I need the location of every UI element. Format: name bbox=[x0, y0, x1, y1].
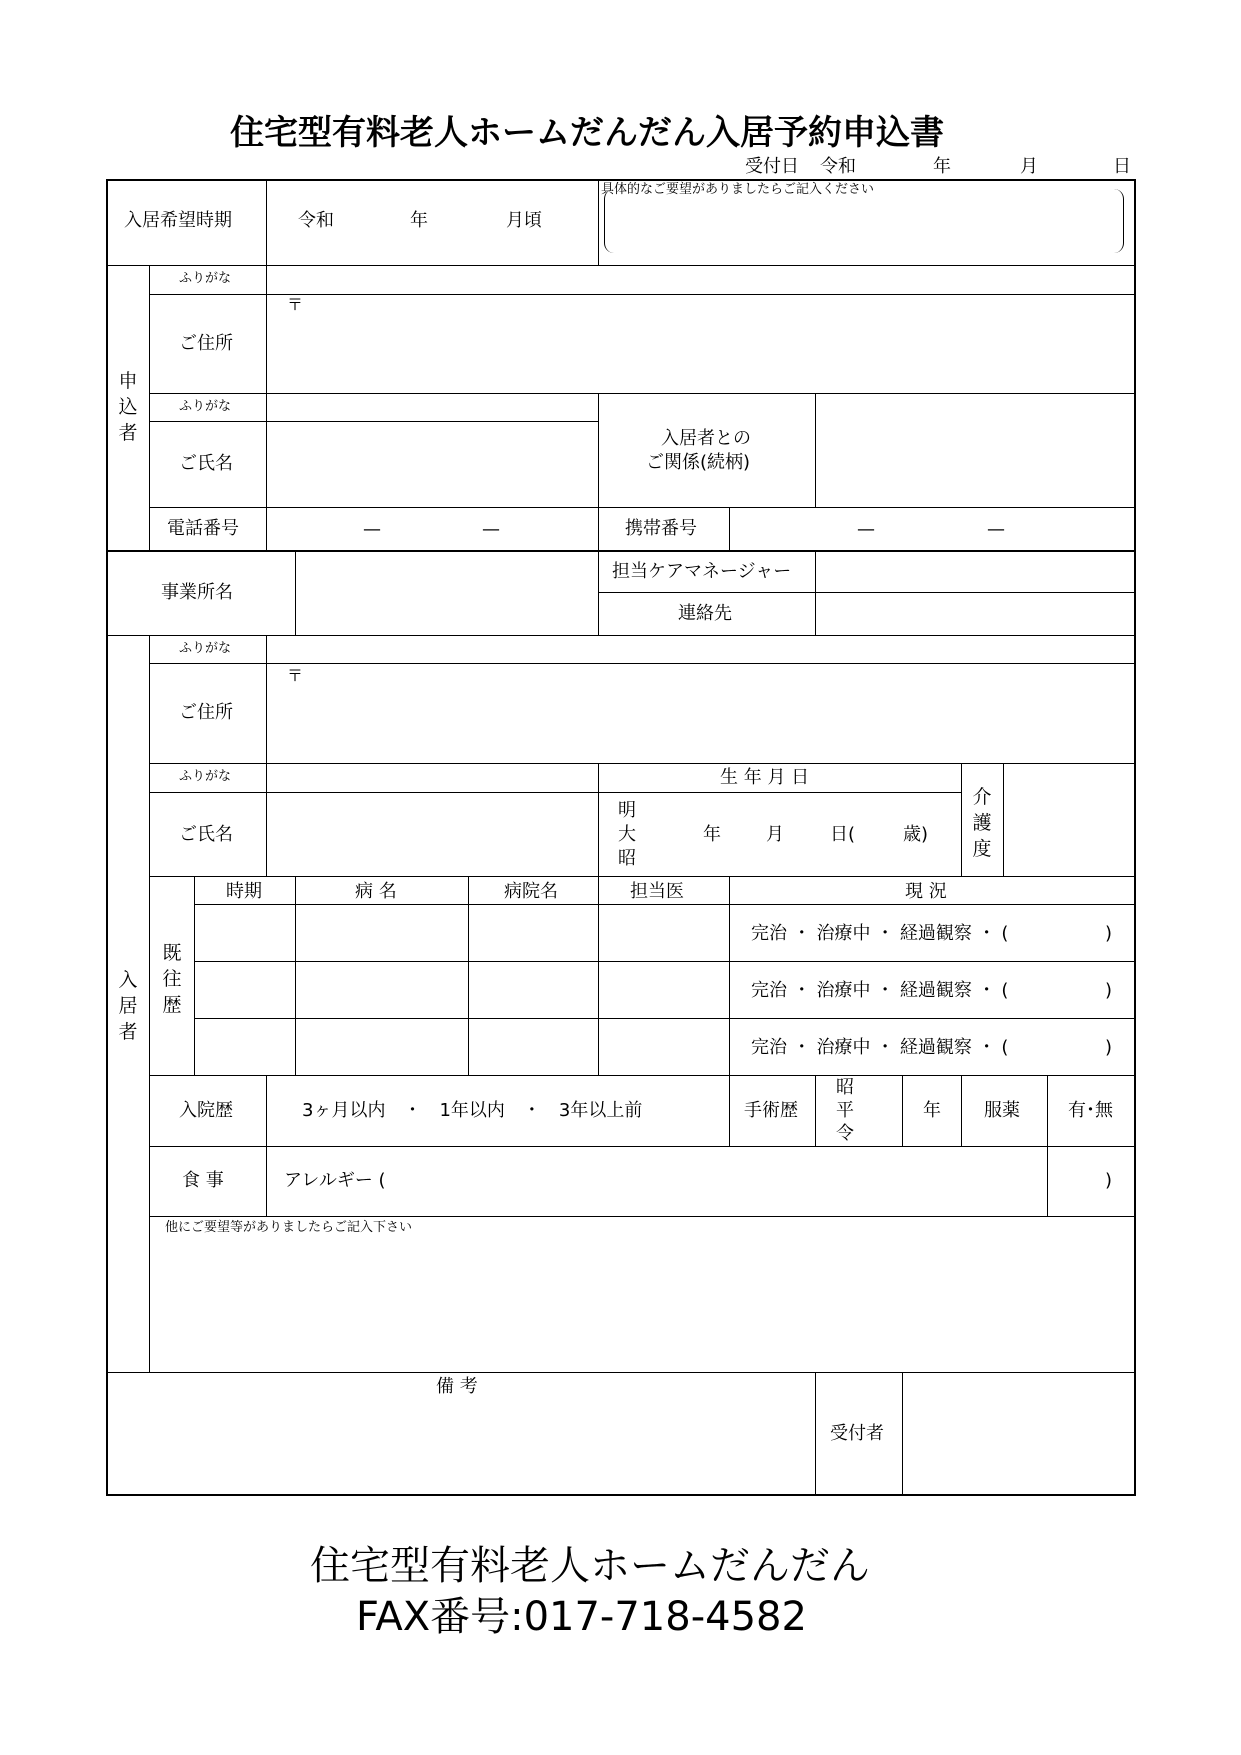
history-col-doctor: 担当医 bbox=[630, 881, 684, 902]
desired-time-input[interactable] bbox=[268, 181, 597, 265]
meal-label: 食 事 bbox=[182, 1170, 224, 1191]
applicant-name-furigana-input[interactable] bbox=[268, 394, 597, 420]
history-close-3: ) bbox=[1105, 1037, 1113, 1058]
allergy-input[interactable] bbox=[420, 1148, 1046, 1215]
birth-day: 日( bbox=[830, 824, 856, 845]
other-request-note: 他にご要望等がありましたらご記入下さい bbox=[165, 1220, 413, 1235]
office-name-label: 事業所名 bbox=[161, 582, 233, 603]
history-status-3[interactable]: 完治 ・ 治療中 ・ 経過観察 ・ ( bbox=[751, 1037, 1009, 1058]
resident-furigana-label: ふりがな bbox=[179, 641, 232, 656]
resident-address-label: ご住所 bbox=[179, 702, 233, 723]
era-taisho: 大 bbox=[618, 824, 636, 845]
surgery-year: 年 bbox=[923, 1100, 941, 1121]
history-close-1: ) bbox=[1105, 923, 1113, 944]
history-col-disease: 病 名 bbox=[355, 881, 397, 902]
resident-name-furigana-input[interactable] bbox=[268, 764, 597, 791]
birth-year: 年 bbox=[703, 824, 721, 845]
allergy-close: ) bbox=[1105, 1170, 1113, 1191]
age-label: 歳) bbox=[903, 824, 929, 845]
relation-input[interactable] bbox=[817, 394, 1134, 506]
request-note: 具体的なご要望がありましたらご記入ください bbox=[601, 182, 875, 197]
other-request-input[interactable] bbox=[151, 1238, 1134, 1371]
reception-day: 日 bbox=[1113, 156, 1131, 177]
footer-facility-name: 住宅型有料老人ホームだんだん bbox=[310, 1543, 870, 1589]
resident-section-label: 入居者 bbox=[118, 969, 138, 1043]
applicant-address-input[interactable] bbox=[268, 295, 1134, 392]
care-level-label: 介護度 bbox=[972, 786, 992, 860]
receiver-label: 受付者 bbox=[830, 1423, 884, 1444]
resident-name-input[interactable] bbox=[268, 793, 597, 875]
care-manager-input[interactable] bbox=[817, 552, 1134, 591]
request-bracket[interactable] bbox=[604, 189, 1124, 253]
reception-month: 月 bbox=[1020, 156, 1038, 177]
resident-name-label: ご氏名 bbox=[179, 824, 233, 845]
mobile-label: 携帯番号 bbox=[625, 518, 697, 539]
receiver-input[interactable] bbox=[904, 1374, 1134, 1493]
birth-month: 月 bbox=[766, 824, 784, 845]
phone-label: 電話番号 bbox=[167, 518, 239, 539]
mobile-dash-1: — bbox=[857, 519, 875, 540]
phone-input[interactable] bbox=[268, 508, 597, 550]
applicant-address-label: ご住所 bbox=[179, 333, 233, 354]
resident-name-furigana-label: ふりがな bbox=[179, 769, 232, 784]
relation-label-line1: 入居者との bbox=[661, 428, 751, 449]
remarks-label: 備 考 bbox=[436, 1376, 478, 1397]
surgery-era-showa: 昭 bbox=[836, 1077, 854, 1098]
phone-dash-1: — bbox=[363, 519, 381, 540]
resident-postal-mark: 〒 bbox=[287, 666, 304, 685]
applicant-name-label: ご氏名 bbox=[179, 453, 233, 474]
birthdate-label: 生 年 月 日 bbox=[720, 767, 810, 788]
reception-era: 令和 bbox=[820, 156, 856, 177]
office-name-input[interactable] bbox=[297, 552, 597, 634]
phone-dash-2: — bbox=[482, 519, 500, 540]
hospital-label: 入院歴 bbox=[179, 1100, 233, 1121]
mobile-dash-2: — bbox=[987, 519, 1005, 540]
applicant-name-furigana-label: ふりがな bbox=[179, 399, 232, 414]
applicant-postal-mark: 〒 bbox=[287, 295, 304, 314]
desired-era: 令和 bbox=[298, 210, 334, 231]
history-close-2: ) bbox=[1105, 980, 1113, 1001]
mobile-input[interactable] bbox=[731, 508, 1134, 550]
desired-time-label: 入居希望時期 bbox=[124, 210, 232, 231]
resident-furigana-input[interactable] bbox=[268, 636, 1134, 662]
contact-label: 連絡先 bbox=[678, 603, 732, 624]
era-showa: 昭 bbox=[618, 848, 636, 869]
surgery-era-reiwa: 令 bbox=[836, 1123, 854, 1144]
birthdate-input[interactable] bbox=[600, 793, 960, 875]
history-status-1[interactable]: 完治 ・ 治療中 ・ 経過観察 ・ ( bbox=[751, 923, 1009, 944]
desired-month: 月頃 bbox=[506, 210, 542, 231]
era-meiji: 明 bbox=[618, 800, 636, 821]
contact-input[interactable] bbox=[817, 593, 1134, 634]
remarks-input[interactable] bbox=[108, 1400, 814, 1493]
footer-fax-number: FAX番号:017-718-4582 bbox=[356, 1594, 807, 1640]
medication-yes-no[interactable]: 有･無 bbox=[1068, 1100, 1113, 1121]
history-status-2[interactable]: 完治 ・ 治療中 ・ 経過観察 ・ ( bbox=[751, 980, 1009, 1001]
applicant-furigana-input[interactable] bbox=[268, 266, 1134, 293]
reception-year: 年 bbox=[933, 156, 951, 177]
medication-label: 服薬 bbox=[984, 1100, 1020, 1121]
surgery-era-heisei: 平 bbox=[836, 1100, 854, 1121]
desired-year: 年 bbox=[410, 210, 428, 231]
surgery-label: 手術歴 bbox=[744, 1100, 798, 1121]
care-manager-label: 担当ケアマネージャー bbox=[612, 561, 792, 582]
applicant-section-label: 申込者 bbox=[118, 370, 138, 444]
care-level-input[interactable] bbox=[1005, 764, 1134, 875]
history-label: 既往歴 bbox=[162, 942, 182, 1016]
allergy-label: アレルギー ( bbox=[284, 1170, 386, 1191]
history-col-status: 現 況 bbox=[905, 881, 947, 902]
history-col-hospital: 病院名 bbox=[504, 881, 558, 902]
page-title: 住宅型有料老人ホームだんだん入居予約申込書 bbox=[230, 113, 944, 153]
relation-label-line2: ご関係(続柄) bbox=[646, 452, 751, 473]
hospital-options[interactable]: 3ヶ月以内 ・ 1年以内 ・ 3年以上前 bbox=[302, 1100, 643, 1121]
applicant-name-input[interactable] bbox=[268, 422, 597, 506]
reception-label: 受付日 bbox=[745, 156, 799, 177]
applicant-furigana-label: ふりがな bbox=[179, 271, 232, 286]
history-col-period: 時期 bbox=[226, 881, 262, 902]
resident-address-input[interactable] bbox=[268, 664, 1134, 762]
